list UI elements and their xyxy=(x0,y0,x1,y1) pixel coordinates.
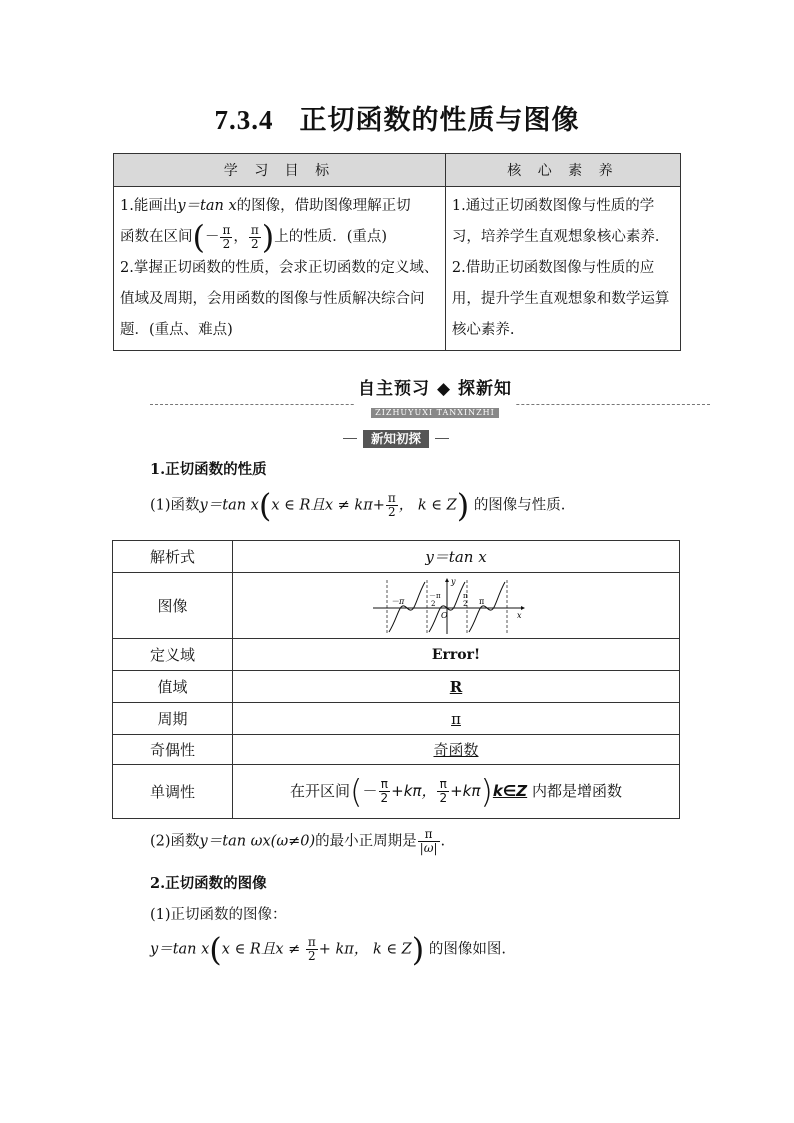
section2-line: y＝tan x(x ∈ R且x ≠ $\frac{\pi}{2}$ + kπ， k ∈ Z) 的图像如图. xyxy=(150,930,506,969)
goal-item-1: 1.能画出y＝tan x的图像，借助图像理解正切 函数在区间(－ $\frac{\pi}{2}$ ， $\frac{\pi}{2}$ )上的性质．(重点) xyxy=(120,198,411,256)
table-row: 值域 R xyxy=(113,671,680,703)
page-title xyxy=(0,98,794,137)
core-item-1: 1.通过正切函数图像与性质的学习，培养学生直观想象核心素养． xyxy=(451,198,670,245)
svg-text:2: 2 xyxy=(431,599,436,608)
core-item-2: 2.借助正切函数图像与性质的应用，提升学生直观想象和数学运算核心素养. xyxy=(451,260,670,338)
banner-main: 自主预习 ◆ 探新知 xyxy=(358,379,512,399)
label-y: y xyxy=(451,576,456,586)
subhead xyxy=(343,428,449,448)
table-row: 解析式 y＝tan x xyxy=(113,541,680,573)
section1-line1: (1)函数y＝tan x(x ∈ R且x ≠ kπ+ $\frac{\pi}{2}$ ， k ∈ Z) 的图像与性质. xyxy=(150,486,566,525)
banner-pinyin: ZIZHUYUXI TANXINZHI xyxy=(371,408,499,418)
label-pi: π xyxy=(479,596,485,606)
table-row: 定义域 Error! xyxy=(113,639,680,671)
fraction: $\frac{\pi}{2}$ xyxy=(222,222,231,251)
goals-table xyxy=(113,153,681,351)
section2-heading: 2.正切函数的图像 xyxy=(150,875,267,892)
section2-sub: (1)正切函数的图像： xyxy=(150,907,287,923)
subhead-label: 新知初探 xyxy=(363,430,429,448)
title-text: 正切函数的性质与图像 xyxy=(299,105,580,136)
tan-graph-cell xyxy=(233,573,680,639)
label-origin: O xyxy=(441,610,448,620)
fraction: $\frac{\pi}{2}$ xyxy=(250,222,259,251)
label-neg-pi: －π xyxy=(391,596,405,606)
goals-header-core: 核 心 素 养 xyxy=(445,154,680,187)
fraction: $\frac{\pi}{2}$ xyxy=(439,777,448,805)
label-half-pi: π xyxy=(463,591,468,600)
monotonic-cell: 在开区间(－ $\frac{\pi}{2}$ +kπ， $\frac{\pi}{2}$ +kπ)k∈Z 内都是增函数 xyxy=(233,765,680,819)
table-row: 单调性 在开区间(－ $\frac{\pi}{2}$ +kπ， $\frac{\pi}{2}$ +kπ)k∈Z 内都是增函数 xyxy=(113,765,680,819)
goals-left-cell xyxy=(114,187,446,351)
section-banner xyxy=(150,378,710,417)
label-neg-half-pi: －π xyxy=(429,591,441,600)
fraction: $\frac{\pi}{|\omega|}$ xyxy=(419,827,438,855)
goals-right-cell xyxy=(445,187,680,351)
svg-text:2: 2 xyxy=(463,599,468,608)
table-row: 周期 π xyxy=(113,703,680,735)
section1-heading: 1.正切函数的性质 xyxy=(150,461,267,478)
properties-table xyxy=(112,540,680,819)
tan-graph xyxy=(371,576,541,636)
label-x: x xyxy=(517,610,522,620)
goal-item-2: 2.掌握正切函数的性质，会求正切函数的定义域、值域及周期，会用函数的图像与性质解决综合问题．(重点、难点) xyxy=(120,260,439,338)
fraction: $\frac{\pi}{2}$ xyxy=(387,491,396,519)
table-row: 奇偶性 奇函数 xyxy=(113,735,680,765)
title-number: 7.3.4 xyxy=(214,105,274,135)
fraction: $\frac{\pi}{2}$ xyxy=(307,935,316,963)
fraction: $\frac{\pi}{2}$ xyxy=(380,777,389,805)
table-row: 图像 －π －π 2 π 2 π O x y xyxy=(113,573,680,639)
line2: (2)函数y＝tan ωx(ω≠0)的最小正周期是 $\frac{\pi}{|\omega|}$ . xyxy=(150,827,446,855)
goals-header-learning: 学 习 目 标 xyxy=(114,154,446,187)
